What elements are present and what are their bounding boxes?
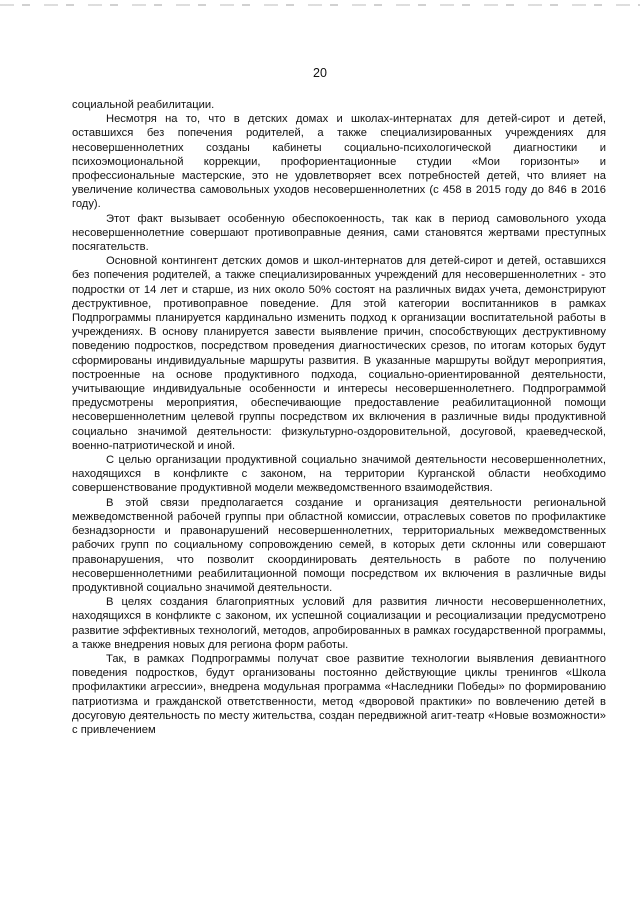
paragraph: В этой связи предполагается создание и организация деятельности региональной межведомственной рабочей группы при областной комиссии, отраслевых советов по профилактике безнадзорности и правонарушений несовершеннолетних, территориальных межведомственных рабочих групп по социальному сопровождению семей, в которых дети склонны или совершают правонарушения, что позволит скоординировать деятельность в работе по получению несовершеннолетними реабилитационной помощи посредством их включения в различные виды продуктивной социально значимой деятельности.	[72, 496, 606, 594]
paragraph: С целью организации продуктивной социально значимой деятельности несовершеннолетних, находящихся в конфликте с законом, на территории Курганской области необходимо совершенствование продуктивной модели межведомственного взаимодействия.	[72, 454, 606, 495]
page-number: 20	[313, 66, 327, 80]
paragraph: Этот факт вызывает особенную обеспокоенность, так как в период самовольного ухода несовершеннолетние совершают противоправные деяния, сами становятся жертвами преступных посягательств.	[72, 212, 606, 254]
paragraph: Несмотря на то, что в детских домах и школах-интернатах для детей-сирот и детей, оставшихся без попечения родителей, а также специализированных учреждениях для несовершеннолетних созданы кабинеты социально-психологической диагностики и психоэмоциональной коррекции, профориентационные студии «Мои горизонты» и профессиональные мастерские, это не удовлетворяет всех потребностей детей, что влияет на увеличение количества самовольных уходов несовершеннолетних (с 458 в 2015 году до 846 в 2016 году).	[72, 113, 606, 211]
paragraph: Так, в рамках Подпрограммы получат свое развитие технологии выявления девиантного поведения подростков, будут организованы постоянно действующие циклы тренингов «Школа профилактики агрессии», внедрена модульная программа «Наследники Победы» по формированию патриотизма и гражданской ответственности, метод «дворовой практики» по вовлечению детей в досуговую деятельность по месту жительства, создан передвижной агит-театр «Новые возможности» с привлечением	[72, 652, 606, 736]
paragraph: Основной контингент детских домов и школ-интернатов для детей-сирот и детей, оставшихся без попечения родителей, а также специализированных учреждений для несовершеннолетних - это подростки от 14 лет и старше, из них около 50% состоят на различных видах учета, демонстрируют деструктивное, противоправное поведение. Для этой категории воспитанников в рамках Подпрограммы планируется кардинально изменить подход к организации воспитательной работы в учреждениях. В основу планируется завести выявление причин, способствующих деструктивному поведению подростков, посредством проведения диагностических срезов, по итогам которых будут сформированы индивидуальные маршруты развития. В указанные маршруты войдут мероприятия, построенные на основе продуктивного подхода, социально-ориентированной деятельности, учитывающие индивидуальные особенности и интересы несовершеннолетнего. Подпрограммой предусмотрены мероприятия, обеспечивающие предоставление реабилитационной помощи несовершеннолетним целевой группы посредством их включения в различные виды продуктивной социально значимой деятельности: физкультурно-оздоровительной, досуговой, краеведческой, военно-патриотической и иной.	[72, 255, 606, 452]
document-body	[72, 98, 606, 737]
paragraph-continuation: социальной реабилитации.	[72, 99, 215, 111]
paragraph: В целях создания благоприятных условий для развития личности несовершеннолетних, находящихся в конфликте с законом, их успешной социализации и ресоциализации предусмотрено развитие эффективных технологий, методов, апробированных в рамках государственной программы, а также внедрения новых для региона форм работы.	[72, 596, 606, 651]
scan-edge-artifact	[0, 4, 640, 6]
